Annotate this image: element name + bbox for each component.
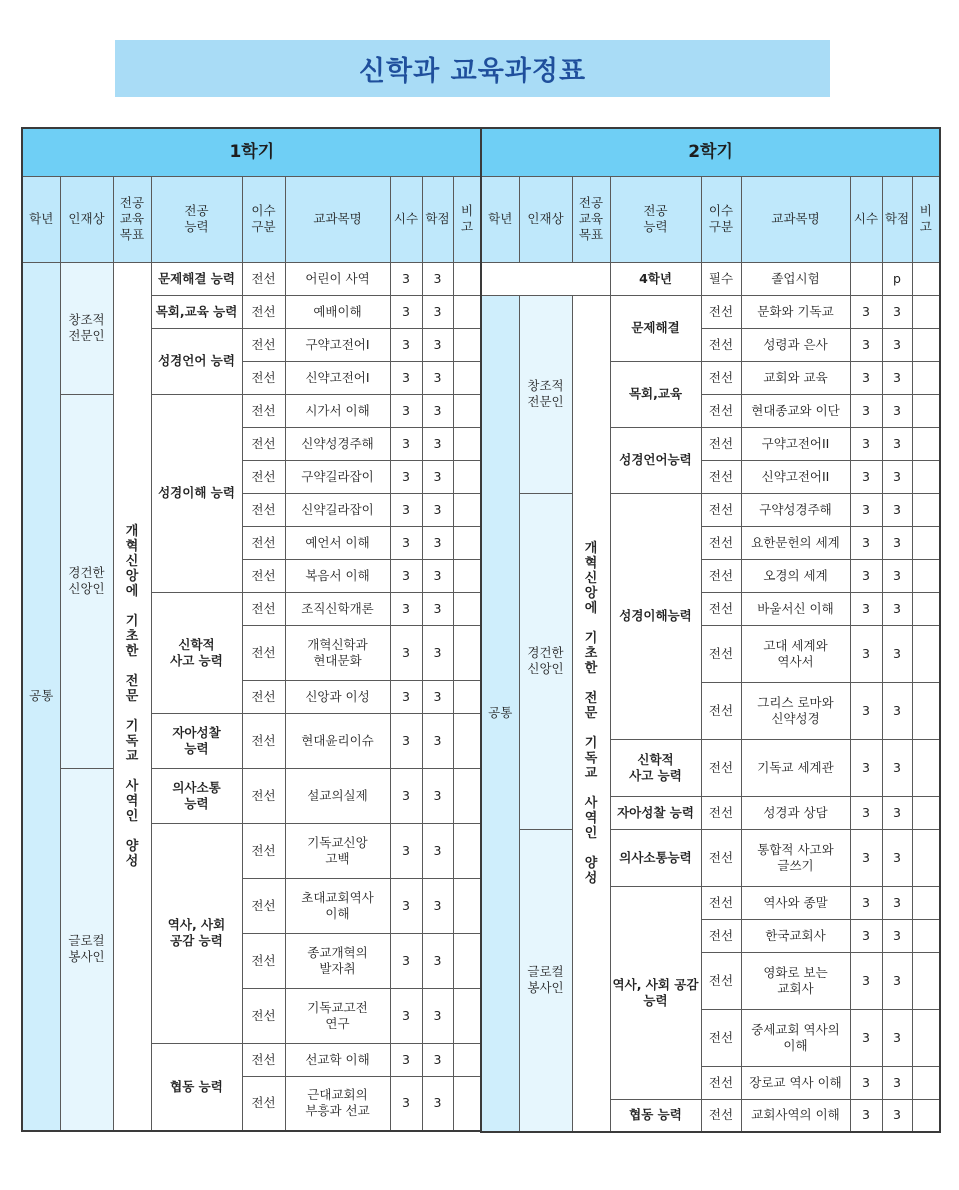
competency: 문제해결 bbox=[610, 295, 701, 361]
competency: 신학적 사고 능력 bbox=[151, 592, 242, 713]
course-hours: 3 bbox=[850, 493, 882, 526]
competency: 성경언어능력 bbox=[610, 427, 701, 493]
course-name: 통합적 사고와 글쓰기 bbox=[741, 829, 850, 886]
course-name: 시가서 이해 bbox=[285, 394, 390, 427]
talent-faithful: 경건한 신앙인 bbox=[519, 493, 572, 829]
course-note bbox=[912, 493, 940, 526]
course-hours: 3 bbox=[390, 625, 422, 680]
course-note bbox=[912, 682, 940, 739]
course-hours: 3 bbox=[850, 886, 882, 919]
course-credits: 3 bbox=[882, 886, 912, 919]
col-header-goal: 전공 교육 목표 bbox=[113, 176, 151, 262]
semester-label: 1학기 bbox=[22, 128, 481, 176]
course-hours: 3 bbox=[850, 328, 882, 361]
course-hours: 3 bbox=[850, 952, 882, 1009]
course-note bbox=[453, 680, 481, 713]
course-hours: 3 bbox=[850, 361, 882, 394]
course-type: 전선 bbox=[242, 592, 285, 625]
competency: 협동 능력 bbox=[151, 1043, 242, 1131]
competency: 역사, 사회 공감 능력 bbox=[610, 886, 701, 1099]
course-note bbox=[912, 559, 940, 592]
course-hours: 3 bbox=[850, 682, 882, 739]
course-credits: p bbox=[882, 262, 912, 295]
course-type: 전선 bbox=[242, 493, 285, 526]
table-row bbox=[22, 262, 481, 295]
course-credits: 3 bbox=[882, 1066, 912, 1099]
course-hours: 3 bbox=[850, 526, 882, 559]
course-hours: 3 bbox=[850, 829, 882, 886]
course-name: 그리스 로마와 신약성경 bbox=[741, 682, 850, 739]
course-hours: 3 bbox=[390, 933, 422, 988]
course-name: 바울서신 이해 bbox=[741, 592, 850, 625]
course-note bbox=[453, 361, 481, 394]
course-credits: 3 bbox=[422, 680, 453, 713]
course-note bbox=[453, 1043, 481, 1076]
course-note bbox=[912, 262, 940, 295]
course-name: 설교의실제 bbox=[285, 768, 390, 823]
talent-glocal: 글로컬 봉사인 bbox=[60, 768, 113, 1131]
course-type: 전선 bbox=[242, 933, 285, 988]
course-name: 졸업시험 bbox=[741, 262, 850, 295]
col-header-course: 교과목명 bbox=[285, 176, 390, 262]
course-credits: 3 bbox=[882, 739, 912, 796]
course-credits: 3 bbox=[422, 559, 453, 592]
course-hours: 3 bbox=[390, 768, 422, 823]
col-header-grade: 학년 bbox=[481, 176, 519, 262]
course-type: 전선 bbox=[242, 262, 285, 295]
course-type: 전선 bbox=[701, 886, 741, 919]
col-header-goal: 전공 교육 목표 bbox=[572, 176, 610, 262]
col-header-note: 비고 bbox=[453, 176, 481, 262]
course-credits: 3 bbox=[882, 460, 912, 493]
course-credits: 3 bbox=[882, 361, 912, 394]
col-header-grade: 학년 bbox=[22, 176, 60, 262]
competency: 성경이해능력 bbox=[610, 493, 701, 739]
course-name: 성경과 상담 bbox=[741, 796, 850, 829]
course-note bbox=[912, 427, 940, 460]
course-type: 전선 bbox=[701, 1009, 741, 1066]
course-note bbox=[453, 625, 481, 680]
course-hours: 3 bbox=[850, 460, 882, 493]
course-type: 전선 bbox=[242, 713, 285, 768]
course-hours: 3 bbox=[850, 1099, 882, 1132]
course-note bbox=[912, 295, 940, 328]
course-name: 요한문헌의 세계 bbox=[741, 526, 850, 559]
course-credits: 3 bbox=[422, 878, 453, 933]
course-note bbox=[912, 361, 940, 394]
semester2-table bbox=[480, 127, 941, 1133]
col-header-course: 교과목명 bbox=[741, 176, 850, 262]
course-note bbox=[912, 952, 940, 1009]
talent-creative: 창조적 전문인 bbox=[60, 262, 113, 394]
course-note bbox=[453, 1076, 481, 1131]
course-note bbox=[453, 328, 481, 361]
course-type: 전선 bbox=[701, 1066, 741, 1099]
competency: 자아성찰 능력 bbox=[151, 713, 242, 768]
table-row bbox=[481, 295, 940, 328]
course-type: 전선 bbox=[701, 295, 741, 328]
course-credits: 3 bbox=[422, 713, 453, 768]
course-note bbox=[453, 713, 481, 768]
course-credits: 3 bbox=[422, 328, 453, 361]
course-note bbox=[453, 295, 481, 328]
course-credits: 3 bbox=[882, 1009, 912, 1066]
course-note bbox=[453, 823, 481, 878]
course-name: 구약고전어I bbox=[285, 328, 390, 361]
goal-text: 개 혁 신 앙 에 기 초 한 전 문 기 독 교 사 역 인 양 성 bbox=[113, 262, 151, 1131]
course-hours: 3 bbox=[850, 796, 882, 829]
course-note bbox=[453, 559, 481, 592]
course-note bbox=[453, 592, 481, 625]
competency: 협동 능력 bbox=[610, 1099, 701, 1132]
course-hours: 3 bbox=[850, 295, 882, 328]
course-type: 전선 bbox=[701, 739, 741, 796]
course-credits: 3 bbox=[882, 829, 912, 886]
course-type: 전선 bbox=[242, 295, 285, 328]
course-type: 전선 bbox=[701, 394, 741, 427]
course-credits: 3 bbox=[882, 526, 912, 559]
course-hours: 3 bbox=[390, 713, 422, 768]
talent-faithful: 경건한 신앙인 bbox=[60, 394, 113, 768]
course-credits: 3 bbox=[882, 919, 912, 952]
course-note bbox=[453, 493, 481, 526]
semester-label: 2학기 bbox=[481, 128, 940, 176]
course-type: 전선 bbox=[701, 361, 741, 394]
competency: 자아성찰 능력 bbox=[610, 796, 701, 829]
course-credits: 3 bbox=[422, 1076, 453, 1131]
course-hours: 3 bbox=[390, 559, 422, 592]
course-note bbox=[912, 919, 940, 952]
course-name: 신약성경주해 bbox=[285, 427, 390, 460]
course-hours: 3 bbox=[390, 1076, 422, 1131]
course-name: 현대윤리이슈 bbox=[285, 713, 390, 768]
course-credits: 3 bbox=[422, 592, 453, 625]
course-hours: 3 bbox=[390, 361, 422, 394]
course-credits: 3 bbox=[882, 493, 912, 526]
course-credits: 3 bbox=[422, 361, 453, 394]
course-hours: 3 bbox=[390, 592, 422, 625]
competency: 목회,교육 능력 bbox=[151, 295, 242, 328]
course-type: 전선 bbox=[242, 361, 285, 394]
course-note bbox=[912, 829, 940, 886]
course-type: 전선 bbox=[242, 988, 285, 1043]
table-row bbox=[481, 493, 940, 526]
course-type: 전선 bbox=[701, 1099, 741, 1132]
competency: 역사, 사회 공감 능력 bbox=[151, 823, 242, 1043]
competency: 의사소통능력 bbox=[610, 829, 701, 886]
competency: 성경이해 능력 bbox=[151, 394, 242, 592]
course-note bbox=[453, 262, 481, 295]
col-header-note: 비고 bbox=[912, 176, 940, 262]
course-name: 신약길라잡이 bbox=[285, 493, 390, 526]
course-note bbox=[912, 526, 940, 559]
grade-common: 공통 bbox=[22, 262, 60, 1131]
course-note bbox=[453, 933, 481, 988]
col-header-type: 이수 구분 bbox=[242, 176, 285, 262]
course-type: 전선 bbox=[242, 768, 285, 823]
course-credits: 3 bbox=[882, 952, 912, 1009]
course-type: 전선 bbox=[242, 526, 285, 559]
course-credits: 3 bbox=[882, 427, 912, 460]
course-name: 개혁신학과 현대문화 bbox=[285, 625, 390, 680]
course-credits: 3 bbox=[422, 460, 453, 493]
course-credits: 3 bbox=[882, 559, 912, 592]
course-hours: 3 bbox=[850, 625, 882, 682]
course-note bbox=[453, 988, 481, 1043]
course-type: 전선 bbox=[242, 625, 285, 680]
course-name: 구약길라잡이 bbox=[285, 460, 390, 493]
course-name: 선교학 이해 bbox=[285, 1043, 390, 1076]
course-name: 초대교회역사 이해 bbox=[285, 878, 390, 933]
course-hours: 3 bbox=[850, 1066, 882, 1099]
course-note bbox=[453, 768, 481, 823]
course-name: 영화로 보는 교회사 bbox=[741, 952, 850, 1009]
table-row bbox=[22, 394, 481, 427]
course-name: 현대종교와 이단 bbox=[741, 394, 850, 427]
course-credits: 3 bbox=[422, 625, 453, 680]
course-credits: 3 bbox=[882, 295, 912, 328]
course-name: 구약고전어II bbox=[741, 427, 850, 460]
course-hours: 3 bbox=[390, 526, 422, 559]
course-name: 종교개혁의 발자취 bbox=[285, 933, 390, 988]
col-header-credits: 학점 bbox=[422, 176, 453, 262]
course-type: 전선 bbox=[242, 460, 285, 493]
competency: 4학년 bbox=[610, 262, 701, 295]
course-type: 전선 bbox=[242, 427, 285, 460]
talent-glocal: 글로컬 봉사인 bbox=[519, 829, 572, 1132]
course-credits: 3 bbox=[422, 933, 453, 988]
course-type: 전선 bbox=[242, 823, 285, 878]
course-name: 문화와 기독교 bbox=[741, 295, 850, 328]
course-type: 전선 bbox=[242, 680, 285, 713]
competency: 문제해결 능력 bbox=[151, 262, 242, 295]
course-credits: 3 bbox=[882, 328, 912, 361]
course-hours: 3 bbox=[850, 559, 882, 592]
course-credits: 3 bbox=[422, 526, 453, 559]
course-name: 한국교회사 bbox=[741, 919, 850, 952]
talent-creative: 창조적 전문인 bbox=[519, 295, 572, 493]
course-type: 전선 bbox=[701, 559, 741, 592]
table-row bbox=[481, 262, 940, 295]
course-credits: 3 bbox=[422, 295, 453, 328]
course-type: 전선 bbox=[242, 1043, 285, 1076]
course-name: 어린이 사역 bbox=[285, 262, 390, 295]
course-hours: 3 bbox=[390, 823, 422, 878]
competency: 목회,교육 bbox=[610, 361, 701, 427]
course-name: 역사와 종말 bbox=[741, 886, 850, 919]
course-name: 오경의 세계 bbox=[741, 559, 850, 592]
course-hours: 3 bbox=[390, 427, 422, 460]
course-name: 중세교회 역사의 이해 bbox=[741, 1009, 850, 1066]
course-name: 신약고전어I bbox=[285, 361, 390, 394]
competency: 신학적 사고 능력 bbox=[610, 739, 701, 796]
table-row bbox=[481, 829, 940, 886]
course-name: 기독교신앙 고백 bbox=[285, 823, 390, 878]
course-note bbox=[453, 460, 481, 493]
title-banner bbox=[115, 40, 830, 97]
course-note bbox=[912, 592, 940, 625]
course-type: 전선 bbox=[701, 328, 741, 361]
course-hours: 3 bbox=[390, 295, 422, 328]
course-credits: 3 bbox=[882, 796, 912, 829]
course-note bbox=[912, 394, 940, 427]
course-credits: 3 bbox=[422, 262, 453, 295]
course-hours bbox=[850, 262, 882, 295]
course-name: 교회사역의 이해 bbox=[741, 1099, 850, 1132]
course-name: 기독교 세계관 bbox=[741, 739, 850, 796]
course-hours: 3 bbox=[850, 592, 882, 625]
course-name: 장로교 역사 이해 bbox=[741, 1066, 850, 1099]
course-hours: 3 bbox=[390, 262, 422, 295]
course-name: 예배이해 bbox=[285, 295, 390, 328]
course-name: 신약고전어II bbox=[741, 460, 850, 493]
course-note bbox=[912, 1099, 940, 1132]
course-type: 전선 bbox=[701, 796, 741, 829]
col-header-hours: 시수 bbox=[850, 176, 882, 262]
col-header-talent: 인재상 bbox=[519, 176, 572, 262]
course-credits: 3 bbox=[422, 988, 453, 1043]
col-header-competency: 전공 능력 bbox=[151, 176, 242, 262]
course-type: 전선 bbox=[242, 394, 285, 427]
course-hours: 3 bbox=[390, 988, 422, 1043]
course-note bbox=[912, 328, 940, 361]
course-credits: 3 bbox=[882, 625, 912, 682]
course-hours: 3 bbox=[390, 680, 422, 713]
course-name: 기독교고전 연구 bbox=[285, 988, 390, 1043]
course-credits: 3 bbox=[422, 493, 453, 526]
col-header-competency: 전공 능력 bbox=[610, 176, 701, 262]
course-note bbox=[912, 739, 940, 796]
course-hours: 3 bbox=[390, 394, 422, 427]
course-credits: 3 bbox=[422, 823, 453, 878]
course-hours: 3 bbox=[850, 919, 882, 952]
page-title: 신학과 교육과정표 bbox=[358, 56, 587, 87]
course-type: 전선 bbox=[242, 1076, 285, 1131]
course-name: 근대교회의 부흥과 선교 bbox=[285, 1076, 390, 1131]
course-type: 전선 bbox=[242, 328, 285, 361]
course-note bbox=[912, 1009, 940, 1066]
course-type: 필수 bbox=[701, 262, 741, 295]
course-type: 전선 bbox=[701, 592, 741, 625]
course-type: 전선 bbox=[701, 919, 741, 952]
course-type: 전선 bbox=[242, 559, 285, 592]
course-hours: 3 bbox=[390, 1043, 422, 1076]
course-note bbox=[453, 427, 481, 460]
course-name: 성령과 은사 bbox=[741, 328, 850, 361]
course-type: 전선 bbox=[701, 682, 741, 739]
course-note bbox=[912, 460, 940, 493]
semester1-table bbox=[21, 127, 482, 1132]
course-hours: 3 bbox=[850, 394, 882, 427]
course-hours: 3 bbox=[850, 427, 882, 460]
course-hours: 3 bbox=[390, 460, 422, 493]
goal-text: 개 혁 신 앙 에 기 초 한 전 문 기 독 교 사 역 인 양 성 bbox=[572, 295, 610, 1132]
competency: 성경언어 능력 bbox=[151, 328, 242, 394]
course-credits: 3 bbox=[422, 1043, 453, 1076]
course-credits: 3 bbox=[882, 682, 912, 739]
course-note bbox=[453, 394, 481, 427]
course-note bbox=[912, 625, 940, 682]
course-name: 예언서 이해 bbox=[285, 526, 390, 559]
course-note bbox=[912, 886, 940, 919]
course-credits: 3 bbox=[422, 427, 453, 460]
course-name: 구약성경주해 bbox=[741, 493, 850, 526]
course-name: 조직신학개론 bbox=[285, 592, 390, 625]
course-type: 전선 bbox=[701, 952, 741, 1009]
course-type: 전선 bbox=[701, 493, 741, 526]
course-note bbox=[453, 878, 481, 933]
course-hours: 3 bbox=[850, 1009, 882, 1066]
course-credits: 3 bbox=[882, 1099, 912, 1132]
course-note bbox=[453, 526, 481, 559]
course-hours: 3 bbox=[390, 328, 422, 361]
course-hours: 3 bbox=[390, 878, 422, 933]
blank-cell bbox=[481, 262, 610, 295]
course-name: 고대 세계와 역사서 bbox=[741, 625, 850, 682]
course-hours: 3 bbox=[850, 739, 882, 796]
course-credits: 3 bbox=[882, 394, 912, 427]
course-credits: 3 bbox=[422, 768, 453, 823]
course-type: 전선 bbox=[701, 526, 741, 559]
competency: 의사소통 능력 bbox=[151, 768, 242, 823]
course-type: 전선 bbox=[701, 460, 741, 493]
course-name: 교회와 교육 bbox=[741, 361, 850, 394]
table-row bbox=[22, 768, 481, 823]
course-type: 전선 bbox=[701, 427, 741, 460]
course-credits: 3 bbox=[882, 592, 912, 625]
course-credits: 3 bbox=[422, 394, 453, 427]
course-type: 전선 bbox=[242, 878, 285, 933]
course-note bbox=[912, 1066, 940, 1099]
course-name: 신앙과 이성 bbox=[285, 680, 390, 713]
grade-common: 공통 bbox=[481, 295, 519, 1132]
col-header-credits: 학점 bbox=[882, 176, 912, 262]
col-header-hours: 시수 bbox=[390, 176, 422, 262]
course-type: 전선 bbox=[701, 829, 741, 886]
course-note bbox=[912, 796, 940, 829]
col-header-talent: 인재상 bbox=[60, 176, 113, 262]
course-hours: 3 bbox=[390, 493, 422, 526]
course-name: 복음서 이해 bbox=[285, 559, 390, 592]
col-header-type: 이수 구분 bbox=[701, 176, 741, 262]
course-type: 전선 bbox=[701, 625, 741, 682]
